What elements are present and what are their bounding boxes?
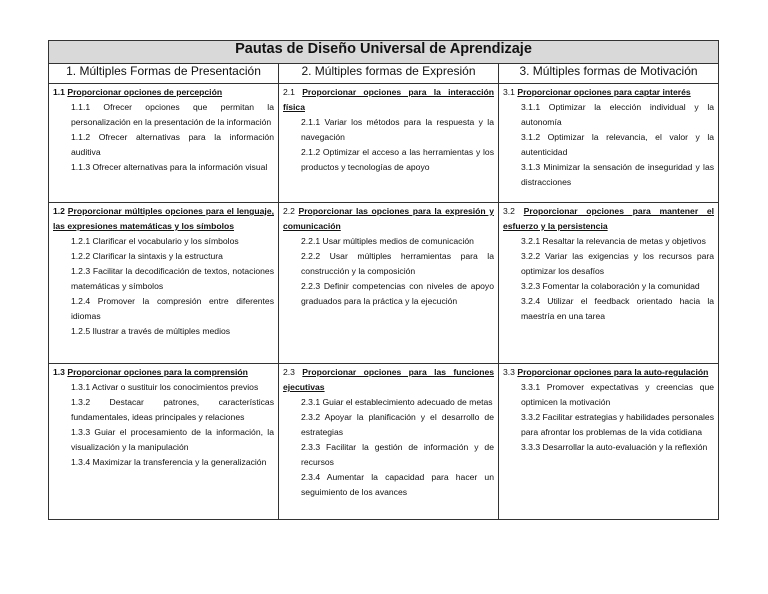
- table-row: [49, 203, 719, 364]
- guideline-cell: [49, 84, 278, 175]
- checkpoint-item: 2.3.4 Aumentar la capacidad para hacer un seguimiento de los avances: [301, 472, 494, 497]
- checkpoint-item: 2.1.1 Variar los métodos para la respuesta y la navegación: [301, 117, 494, 142]
- guideline-number: 3.2: [503, 206, 515, 216]
- guideline-heading: [503, 204, 714, 234]
- guideline-cell: [499, 84, 718, 190]
- guideline-cell: [499, 364, 718, 455]
- checkpoint-item: 2.3.1 Guiar el establecimiento adecuado de metas: [301, 397, 493, 407]
- guideline-title: Proporcionar opciones para las funciones ejecutivas: [283, 367, 495, 392]
- checkpoint-item: 1.2.4 Promover la compresión entre diferentes idiomas: [71, 296, 274, 321]
- checkpoint-item: 2.2.3 Definir competencias con niveles de apoyo graduados para la práctica y la ejecución: [301, 281, 494, 306]
- checkpoint-item: 1.3.4 Maximizar la transferencia y la generalización: [71, 457, 267, 467]
- guideline-heading: [53, 365, 274, 380]
- checkpoint-item: 3.1.2 Optimizar la relevancia, el valor y la autenticidad: [521, 132, 715, 157]
- guideline-number: 1.1: [53, 87, 65, 97]
- column-header-motivation: 3. Múltiples formas de Motivación: [499, 64, 719, 84]
- guideline-title: Proporcionar opciones para la auto-regulación: [517, 367, 709, 377]
- checkpoint-item: 1.2.5 Ilustrar a través de múltiples medios: [71, 326, 231, 336]
- guideline-heading: [53, 85, 274, 100]
- checkpoint-item: 1.2.1 Clarificar el vocabulario y los símbolos: [71, 236, 239, 246]
- guideline-number: 2.3: [283, 367, 295, 377]
- guideline-number: 1.2: [53, 206, 65, 216]
- checkpoint-item: 3.1.1 Optimizar la elección individual y la autonomía: [521, 102, 715, 127]
- table-row: [49, 364, 719, 520]
- checkpoint-item: 1.3.1 Activar o sustituir los conocimientos previos: [71, 382, 259, 392]
- checkpoint-item: 3.2.1 Resaltar la relevancia de metas y objetivos: [521, 236, 706, 246]
- guideline-cell: [279, 84, 498, 175]
- guideline-cell: [49, 203, 278, 339]
- column-header-expression: 2. Múltiples formas de Expresión: [279, 64, 499, 84]
- checkpoint-item: 2.2.1 Usar múltiples medios de comunicación: [301, 236, 474, 246]
- checkpoint-item: 1.1.3 Ofrecer alternativas para la información visual: [71, 162, 268, 172]
- guideline-title: Proporcionar las opciones para la expresión y comunicación: [283, 206, 494, 231]
- column-header-presentation: 1. Múltiples Formas de Presentación: [49, 64, 279, 84]
- guideline-heading: [283, 85, 494, 115]
- table-row: [49, 84, 719, 203]
- guideline-cell: [499, 203, 718, 324]
- checkpoint-item: 3.2.4 Utilizar el feedback orientado hacia la maestría en una tarea: [521, 296, 715, 321]
- guideline-number: 2.2: [283, 206, 295, 216]
- guideline-number: 2.1: [283, 87, 295, 97]
- checkpoint-item: 2.1.2 Optimizar el acceso a las herramientas y los productos y tecnologías de apoyo: [301, 147, 494, 172]
- checkpoint-item: 1.2.3 Facilitar la decodificación de textos, notaciones matemáticas y símbolos: [71, 266, 274, 291]
- checkpoint-item: 2.2.2 Usar múltiples herramientas para la construcción y la composición: [301, 251, 494, 276]
- checkpoint-item: 1.2.2 Clarificar la sintaxis y la estructura: [71, 251, 223, 261]
- guideline-title: Proporcionar opciones para mantener el esfuerzo y la persistencia: [503, 206, 715, 231]
- guideline-cell: [279, 364, 498, 500]
- guideline-heading: [53, 204, 274, 234]
- guideline-heading: [283, 204, 494, 234]
- udl-guidelines-table: [48, 40, 719, 520]
- checkpoint-item: 3.3.2 Facilitar estrategias y habilidades personales para afrontar los problemas de la vida cotidiana: [521, 412, 715, 437]
- checkpoint-item: 1.1.1 Ofrecer opciones que permitan la personalización en la presentación de la información: [71, 102, 274, 127]
- guideline-heading: [283, 365, 494, 395]
- guideline-heading: [503, 85, 714, 100]
- guideline-cell: [49, 364, 278, 470]
- checkpoint-item: 1.1.2 Ofrecer alternativas para la información auditiva: [71, 132, 274, 157]
- checkpoint-item: 2.3.2 Apoyar la planificación y el desarrollo de estrategias: [301, 412, 494, 437]
- checkpoint-item: 1.3.2 Destacar patrones, características fundamentales, ideas principales y relaciones: [71, 397, 274, 422]
- table-title: Pautas de Diseño Universal de Aprendizaje: [49, 41, 719, 64]
- checkpoint-item: 3.3.1 Promover expectativas y creencias que optimicen la motivación: [521, 382, 715, 407]
- checkpoint-item: 1.3.3 Guiar el procesamiento de la información, la visualización y la manipulación: [71, 427, 274, 452]
- guideline-title: Proporcionar opciones para la interacción física: [283, 87, 495, 112]
- guideline-number: 3.3: [503, 367, 515, 377]
- guideline-title: Proporcionar opciones para captar interés: [517, 87, 691, 97]
- checkpoint-item: 2.3.3 Facilitar la gestión de información y de recursos: [301, 442, 494, 467]
- guideline-heading: [503, 365, 714, 380]
- guideline-number: 1.3: [53, 367, 65, 377]
- checkpoint-item: 3.2.3 Fomentar la colaboración y la comunidad: [521, 281, 700, 291]
- checkpoint-item: 3.3.3 Desarrollar la auto-evaluación y la reflexión: [521, 442, 708, 452]
- guideline-cell: [279, 203, 498, 309]
- guideline-title: Proporcionar opciones para la comprensión: [67, 367, 248, 377]
- guideline-title: Proporcionar opciones de percepción: [67, 87, 223, 97]
- guideline-number: 3.1: [503, 87, 515, 97]
- guideline-title: Proporcionar múltiples opciones para el lenguaje, las expresiones matemáticas y los símbolos: [53, 206, 274, 231]
- checkpoint-item: 3.1.3 Minimizar la sensación de inseguridad y las distracciones: [521, 162, 715, 187]
- checkpoint-item: 3.2.2 Variar las exigencias y los recursos para optimizar los desafíos: [521, 251, 715, 276]
